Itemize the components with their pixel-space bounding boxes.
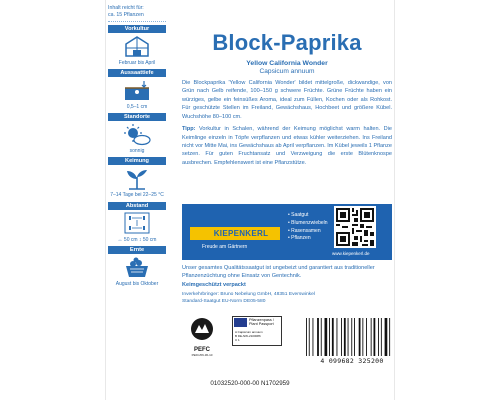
- variety-name: Yellow California Wonder: [246, 60, 328, 67]
- brand-banner: [182, 204, 392, 260]
- tip-text: Vorkultur in Schalen, während der Keimung möglichst warm halten. Die Keimlinge einzeln in Töpfe verpflanzen und etwas kühler weiterziehen. Ins Freiland nicht vor Mitte Mai, ins Gewächshaus ab April verpflanzen. Im Kübel jeweils 1 Pflanze setzen. Für guten Fruchtansatz und Verzweigung die erste Blütenknospe ausbrechen. Empfehlenswert ist eine Pflanzstütze.: [182, 126, 392, 166]
- contents-note: [108, 5, 166, 22]
- brand-name: KIEPENKERL: [202, 227, 280, 240]
- ean-barcode: [304, 318, 400, 356]
- brand-url[interactable]: www.kiepenkerl.de: [332, 251, 370, 256]
- article-number: 01032520-000-00 N1702959: [210, 380, 290, 387]
- qr-code[interactable]: [334, 206, 376, 248]
- quality-notes: [182, 264, 397, 305]
- info-block-location: [108, 113, 166, 154]
- plant-passport: [232, 316, 282, 346]
- contents-line-1: Inhalt reicht für:: [108, 5, 144, 11]
- info-sidebar: [108, 5, 166, 290]
- info-block-header: Standorte: [108, 113, 166, 121]
- info-block-value: sonnig: [129, 148, 145, 154]
- info-block-value: Februar bis April: [118, 59, 156, 66]
- brand-slogan: Freude am Gärtnern: [202, 244, 248, 250]
- info-block-value: 0,5–1 cm: [126, 103, 148, 110]
- info-block-value: ↔ 50 cm ↕ 50 cm: [117, 236, 157, 243]
- seed-packet-back: [105, 0, 395, 400]
- sowing-depth-icon: [108, 77, 166, 104]
- contents-line-2: ca. 15 Pflanzen: [108, 11, 144, 18]
- spacing-icon: [108, 210, 166, 237]
- greenhouse-icon: [108, 33, 166, 60]
- info-block-spacing: [108, 202, 166, 243]
- info-block-header: Keimung: [108, 157, 166, 165]
- certification-area: [186, 316, 401, 366]
- kiepenkerl-logo: [186, 214, 274, 250]
- info-block-value: 7–14 Tage bei 22–25 °C: [110, 192, 164, 199]
- pefc-logo: [188, 316, 216, 357]
- passport-details: [235, 330, 263, 343]
- product-title: Block-Paprika: [212, 30, 362, 55]
- info-block-value: August bis Oktober: [115, 280, 159, 287]
- distributor-info: Inverkehrbringer: Bruno Nebelung GmbH, 48351 Everswinkel: [182, 291, 315, 297]
- pefc-icon: [189, 316, 215, 342]
- pefc-label: PEFC: [193, 347, 210, 353]
- list-item: • Pflanzen: [288, 235, 328, 243]
- info-block-header: Vorkultur: [108, 25, 166, 33]
- packaging-note: Keimgeschützt verpackt: [182, 281, 246, 288]
- list-item: • Rasensamen: [288, 228, 328, 236]
- info-block-header: Ernte: [108, 246, 166, 254]
- cultivation-tip: [182, 125, 392, 167]
- seedling-icon: [108, 165, 166, 192]
- info-block-preculture: [108, 25, 166, 66]
- passport-line-b: B DE-NW-2100086: [235, 334, 261, 339]
- harvest-basket-icon: [108, 254, 166, 281]
- tip-label: Tipp:: [182, 126, 196, 133]
- passport-line-a: A Capsicum annuum: [235, 330, 263, 334]
- latin-name: Capsicum annuum: [259, 68, 315, 75]
- info-block-header: Aussaattiefe: [108, 69, 166, 77]
- passport-line-c: C 1: [235, 338, 240, 343]
- info-block-germination: [108, 157, 166, 198]
- product-range-list: [288, 212, 328, 243]
- sun-cloud-icon: [108, 121, 166, 148]
- product-description: Die Blockpaprika 'Yellow California Wonder' bildet mittelgroße, dickwandige, von Grün nach Gelb reifende, 100–150 g schwere Früchte. Grüne Früchte haben ein würziges, gelbe ein feinsüßes Aroma, ideal zum Füllen, Kochen oder als Rohkost. Für geschützte Stellen im Freiland, Gewächshaus, Hochbeet und größere Kübel. Wuchshöhe 80–100 cm.: [182, 80, 392, 120]
- quality-statement: Unser gesamtes Qualitätssaatgut ist ungebeizt und garantiert aus traditioneller Pflanzenzüchtung ohne Einsatz von Gentechnik.: [182, 265, 375, 280]
- info-block-header: Abstand: [108, 202, 166, 210]
- list-item: • Blumenzwiebeln: [288, 220, 328, 228]
- info-block-sowing-depth: [108, 69, 166, 110]
- passport-title: Pflanzenpass / Plant Passport: [249, 318, 274, 327]
- seed-standard: Standard-Saatgut EU-Norm DE05-580: [182, 299, 266, 305]
- eu-flag-icon: [234, 318, 247, 327]
- info-block-harvest: [108, 246, 166, 287]
- list-item: • Saatgut: [288, 212, 328, 220]
- pefc-code: PEFC/06-36-10: [191, 353, 213, 357]
- ean-number: 4 099682 325200: [320, 357, 384, 365]
- product-info: [182, 30, 392, 167]
